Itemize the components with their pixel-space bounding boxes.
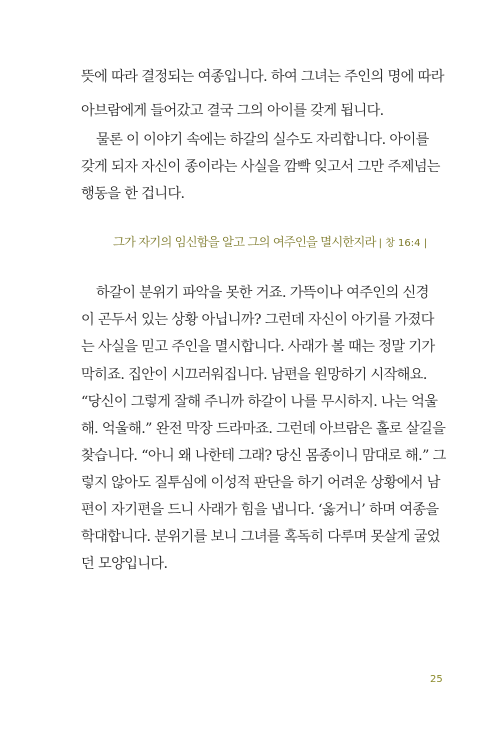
page-number: 25: [430, 674, 443, 685]
paragraph-line: 뜻에 따라 결정되는 여종입니다. 하여 그녀는 주인의 명에 따라: [81, 69, 444, 85]
paragraph-line: 물론 이 이야기 속에는 하갈의 실수도 자리합니다. 아이를: [96, 132, 429, 148]
paragraph-line: 렇지 않아도 질투심에 이성적 판단을 하기 어려운 상황에서 남: [81, 475, 440, 491]
paragraph-line: 찾습니다. “아니 왜 나한테 그래? 당신 몸종이니 맘대로 해.” 그: [81, 448, 446, 464]
scripture-quote-text: 그가 자기의 임신함을 알고 그의 여주인을 멸시한지라: [113, 235, 376, 249]
paragraph-line: 갖게 되자 자신이 종이라는 사실을 깜빡 잊고서 그만 주제넘는: [81, 159, 440, 175]
paragraph-line: “당신이 그렇게 잘해 주니까 하갈이 나를 무시하지. 나는 억울: [81, 394, 438, 410]
scripture-reference: | 창 16:4 |: [378, 238, 428, 249]
scripture-reference-label: 창 16:4: [385, 238, 421, 249]
paragraph-line: 이 곤두서 있는 상황 아닙니까? 그런데 자신이 아기를 가졌다: [81, 312, 434, 328]
paragraph-line: 행동을 한 겁니다.: [81, 186, 185, 202]
scripture-quote: [113, 233, 427, 253]
paragraph-line: 편이 자기편을 드니 사래가 힘을 냅니다. ‘옳거니’ 하며 여종을: [81, 502, 439, 518]
paragraph-line: 하갈이 분위기 파악을 못한 거죠. 가뜩이나 여주인의 신경: [96, 285, 429, 301]
paragraph-line: 막히죠. 집안이 시끄러워집니다. 남편을 원망하기 시작해요.: [81, 367, 427, 383]
paragraph-line: 는 사실을 믿고 주인을 멸시합니다. 사래가 볼 때는 정말 기가: [81, 339, 435, 355]
paragraph-line: 해. 억울해.” 완전 막장 드라마죠. 그런데 아브람은 홀로 살길을: [81, 421, 446, 437]
paragraph-line: 던 모양입니다.: [81, 556, 168, 572]
paragraph-line: 학대합니다. 분위기를 보니 그녀를 혹독히 다루며 못살게 굴었: [81, 529, 440, 545]
paragraph-line: 아브람에게 들어갔고 결국 그의 아이를 갖게 됩니다.: [81, 103, 384, 119]
